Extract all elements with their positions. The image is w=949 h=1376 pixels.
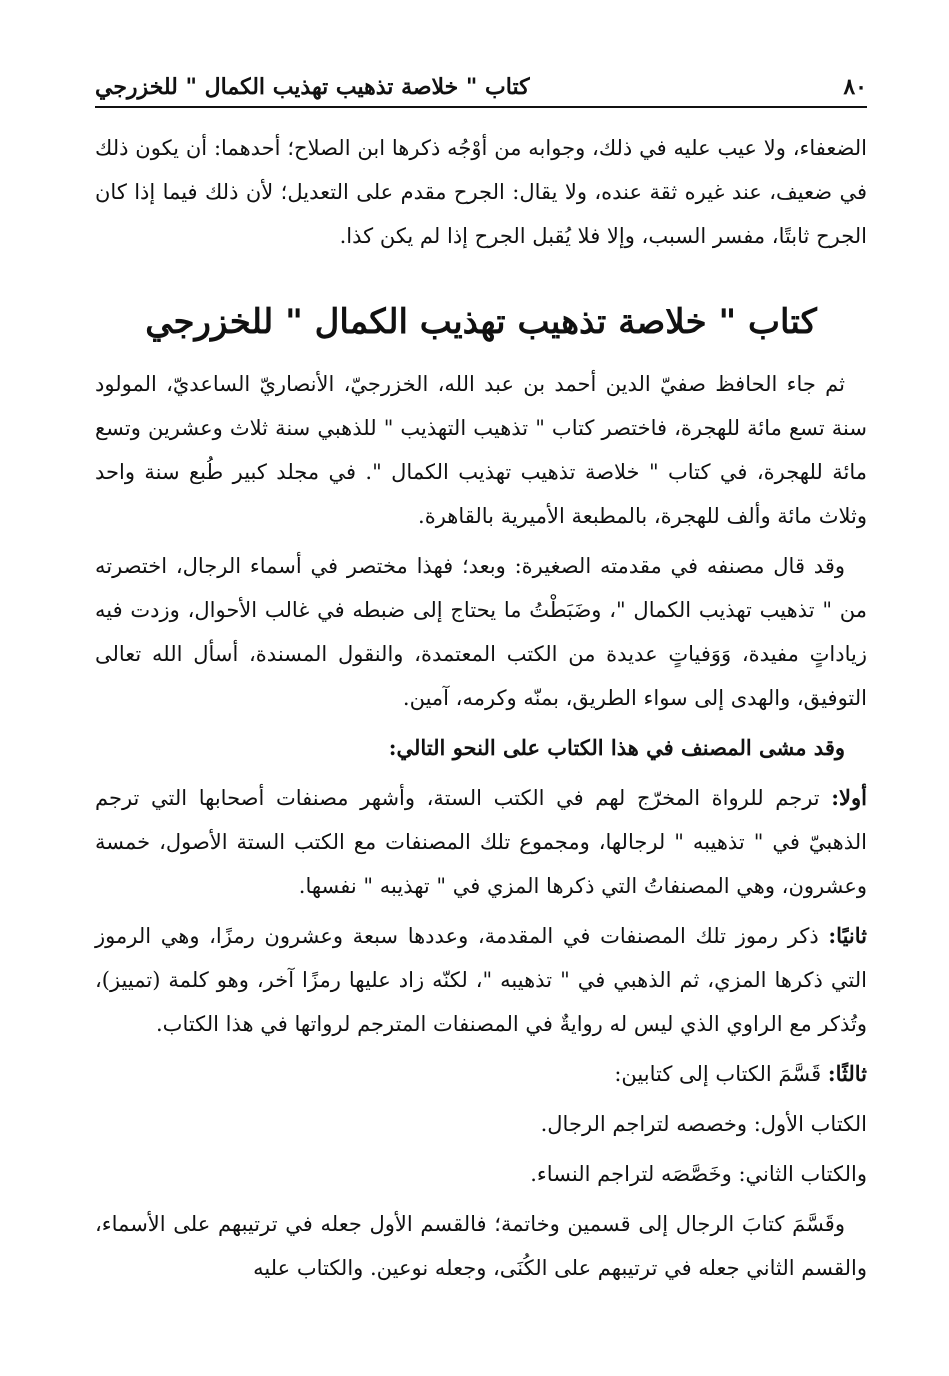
point-1 [95, 776, 867, 908]
document-page [95, 0, 867, 1376]
paragraph-1: ثم جاء الحافظ صفيّ الدين أحمد بن عبد الله، الخزرجيّ، الأنصاريّ الساعديّ، المولود سنة تسع مائة للهجرة، فاختصر كتاب " تذهيب التهذيب " للذهبي سنة ثلاث وعشرين وتسع مائة للهجرة، في كتاب " خلاصة تذهيب تهذيب الكمال ". في مجلد كبير طُبع سنة واحد وثلاث مائة وألف للهجرة، بالمطبعة الأميرية بالقاهرة. [95, 372, 867, 528]
point-2-text: ذكر رموز تلك المصنفات في المقدمة، وعددها سبعة وعشرون رمزًا، وهي الرموز التي ذكرها المزي، ثم الذهبي في " تذهيبه "، لكنّه زاد عليها رمزًا آخر، وهو كلمة (تمييز)، وتُذكر مع الراوي الذي ليس له روايةٌ في المصنفات المترجم لرواتها في هذا الكتاب. [95, 924, 867, 1036]
header-divider [95, 106, 867, 108]
paragraph-2: وقد قال مصنفه في مقدمته الصغيرة: وبعد؛ فهذا مختصر في أسماء الرجال، اختصرته من " تذهيب تهذيب الكمال "، وضَبَطْتُ ما يحتاج إلى ضبطه في غالب الأحوال، وزدت فيه زياداتٍ مفيدة، وَوَفياتٍ عديدة من الكتب المعتمدة، والنقول المسندة، أسأل الله تعالى التوفيق، والهدى إلى سواء الطريق، بمنّه وكرمه، آمين. [95, 554, 867, 710]
point-3-lead: ثالثًا: [827, 1061, 867, 1086]
point-1-text: ترجم للرواة المخرّج لهم في الكتب الستة، وأشهر مصنفات أصحابها التي ترجم الذهبيّ في " تذهيبه " لرجالها، ومجموع تلك المصنفات مع الكتب الستة الأصول، خمسة وعشرون، وهي المصنفاتُ التي ذكرها المزي في " تهذيبه " نفسها. [95, 786, 867, 898]
point-3 [95, 1052, 867, 1096]
point-2-lead: ثانيًا: [828, 923, 867, 948]
point-3-text: قَسَّمَ الكتاب إلى كتابين: [614, 1062, 828, 1086]
point-2 [95, 914, 867, 1046]
book-2-line: والكتاب الثاني: وخَصَّصَه لتراجم النساء. [530, 1162, 867, 1186]
page-number: ٨٠ [843, 74, 867, 100]
point-1-lead: أولا: [831, 785, 867, 810]
body-text [95, 126, 867, 1296]
intro-paragraph: الضعفاء، ولا عيب عليه في ذلك، وجوابه من أوْجُه ذكرها ابن الصلاح؛ أحدهما: أن يكون ذلك في ضعيف، عند غيره ثقة عنده، ولا يقال: الجرح مقدم على التعديل؛ لأن ذلك فيما إذا كان الجرح ثابتًا، مفسر السبب، وإلا فلا يُقبل الجرح إذا لم يكن كذا. [95, 136, 867, 248]
paragraph-3: وقد مشى المصنف في هذا الكتاب على النحو التالي: [388, 735, 845, 760]
running-header [95, 60, 867, 100]
section-title: كتاب " خلاصة تذهيب تهذيب الكمال " للخزرجي [145, 302, 817, 342]
running-title: كتاب " خلاصة تذهيب تهذيب الكمال " للخزرجي [95, 74, 530, 100]
book-1-line: الكتاب الأول: وخصصه لتراجم الرجال. [540, 1112, 867, 1136]
last-paragraph: وقَسَّمَ كتابَ الرجال إلى قسمين وخاتمة؛ فالقسم الأول جعله في ترتيبهم على الأسماء، والقسم الثاني جعله في ترتيبهم على الكُنَى، وجعله نوعين. والكتاب عليه [95, 1212, 867, 1280]
